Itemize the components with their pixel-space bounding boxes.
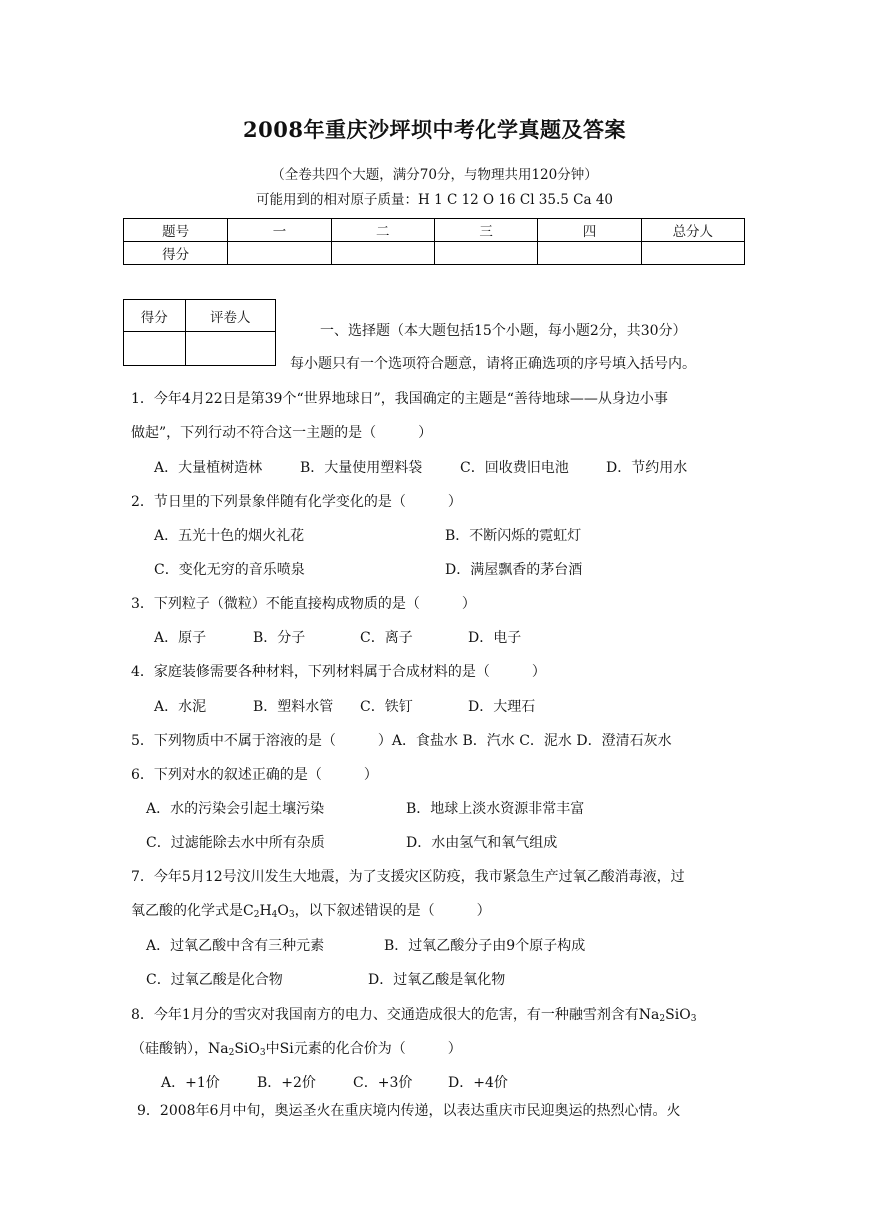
question-6-option-c: C．过滤能除去水中所有杂质 [146,835,325,851]
question-9-line-1: 9．2008年6月中旬，奥运圣火在重庆境内传递，以表达重庆市民迎奥运的热烈心情。火 [137,1103,681,1119]
question-8-option-b: B．+2价 [257,1075,316,1091]
formula-subscript: 4 [271,910,278,920]
question-2-option-b: B．不断闪烁的霓虹灯 [445,528,582,544]
question-4-stem: 4．家庭装修需要各种材料，下列材料属于合成材料的是（ ） [131,664,546,680]
formula-subscript: 2 [253,910,260,920]
score-cell [538,242,641,265]
score-table-header-row [124,219,745,242]
question-8-text: 中Si元素的化合价为（ ） [265,1041,462,1057]
page-title: 2008年重庆沙坪坝中考化学真题及答案 [243,117,626,142]
question-4-option-a: A．水泥 [154,699,207,715]
question-1-option-b: B．大量使用塑料袋 [300,460,423,476]
question-3-option-d: D．电子 [468,630,522,646]
question-1-option-c: C．回收费旧电池 [460,460,569,476]
question-7-text: ，以下叙述错误的是（ ） [294,903,491,919]
question-7-option-b: B．过氧乙酸分子由9个原子构成 [384,938,586,954]
question-7-option-a: A．过氧乙酸中含有三种元素 [146,938,325,954]
formula-element: SiO [665,1007,691,1023]
formula-subscript: 2 [659,1014,666,1024]
question-8-option-d: D．+4价 [448,1075,508,1091]
question-8-option-c: C．+3价 [353,1075,413,1091]
score-cell [331,242,434,265]
question-2-option-d: D．满屋飘香的茅台酒 [445,562,583,578]
score-table-header: 一 [228,219,331,242]
formula-subscript: 2 [228,1048,235,1058]
question-7-line-2 [131,900,491,920]
question-8-text: 8．今年1月分的雪灾对我国南方的电力、交通造成很大的危害，有一种融雪剂含有Na [131,1007,660,1023]
score-table-header: 总分人 [641,219,744,242]
score-cell [228,242,331,265]
question-4-option-c: C．铁钉 [360,699,413,715]
question-6-option-d: D．水由氢气和氧气组成 [406,835,558,851]
score-table [123,218,745,265]
formula-subscript: 3 [288,910,295,920]
question-8-text: （硅酸钠），Na [131,1041,229,1057]
question-2-option-a: A．五光十色的烟火礼花 [154,528,305,544]
grader-box [123,299,276,366]
exam-subtitle: （全卷共四个大题，满分70分，与物理共用120分钟） [271,167,598,183]
grader-score-cell [124,332,186,366]
question-1-option-a: A．大量植树造林 [154,460,263,476]
grader-score-label: 得分 [124,300,186,332]
question-1-line-2: 做起”，下列行动不符合这一主题的是（ ） [131,425,433,441]
question-3-option-b: B．分子 [253,630,306,646]
question-8-option-a: A．+1价 [161,1075,220,1091]
formula-element: SiO [234,1041,260,1057]
formula-element: O [277,903,289,919]
question-5-stem: 5．下列物质中不属于溶液的是（ ）A．食盐水 B．汽水 C．泥水 D．澄清石灰水 [131,733,672,749]
score-cell [434,242,537,265]
score-table-score-row [124,242,745,265]
score-table-header: 题号 [124,219,228,242]
question-2-option-c: C．变化无穷的音乐喷泉 [154,562,305,578]
question-7-option-d: D．过氧乙酸是氧化物 [368,972,506,988]
grader-name-cell [185,332,275,366]
grader-name-label: 评卷人 [185,300,275,332]
question-3-option-c: C．离子 [360,630,413,646]
question-3-stem: 3．下列粒子（微粒）不能直接构成物质的是（ ） [131,596,476,612]
question-2-stem: 2．节日里的下列景象伴随有化学变化的是（ ） [131,494,462,510]
grader-box-blank-row [124,332,276,366]
question-6-stem: 6．下列对水的叙述正确的是（ ） [131,767,378,783]
score-table-header: 四 [538,219,641,242]
atomic-masses: 可能用到的相对原子质量：H 1 C 12 O 16 Cl 35.5 Ca 40 [256,192,613,208]
question-6-option-a: A．水的污染会引起土壤污染 [146,801,325,817]
question-6-option-b: B．地球上淡水资源非常丰富 [406,801,585,817]
grader-box-header-row [124,300,276,332]
question-1-option-d: D．节约用水 [606,460,688,476]
question-7-text: 氧乙酸的化学式是C [131,903,254,919]
question-4-option-d: D．大理石 [468,699,536,715]
question-4-option-b: B．塑料水管 [253,699,334,715]
question-7-option-c: C．过氧乙酸是化合物 [146,972,283,988]
formula-element: H [259,903,272,919]
question-3-option-a: A．原子 [154,630,207,646]
score-table-header: 二 [331,219,434,242]
formula-subscript: 3 [690,1014,697,1024]
question-8-line-1 [131,1004,696,1024]
score-table-header: 三 [434,219,537,242]
section-instruction: 每小题只有一个选项符合题意，请将正确选项的序号填入括号内。 [290,356,696,372]
formula-subscript: 3 [259,1048,266,1058]
score-row-label: 得分 [124,242,228,265]
question-1-line-1: 1．今年4月22日是第39个“世界地球日”，我国确定的主题是“善待地球——从身边小事 [131,391,668,407]
question-7-line-1: 7．今年5月12号汶川发生大地震，为了支援灾区防疫，我市紧急生产过氧乙酸消毒液，过 [131,869,685,885]
score-cell [641,242,744,265]
question-8-line-2 [131,1038,462,1058]
section-heading: 一、选择题（本大题包括15个小题，每小题2分，共30分） [320,323,687,339]
